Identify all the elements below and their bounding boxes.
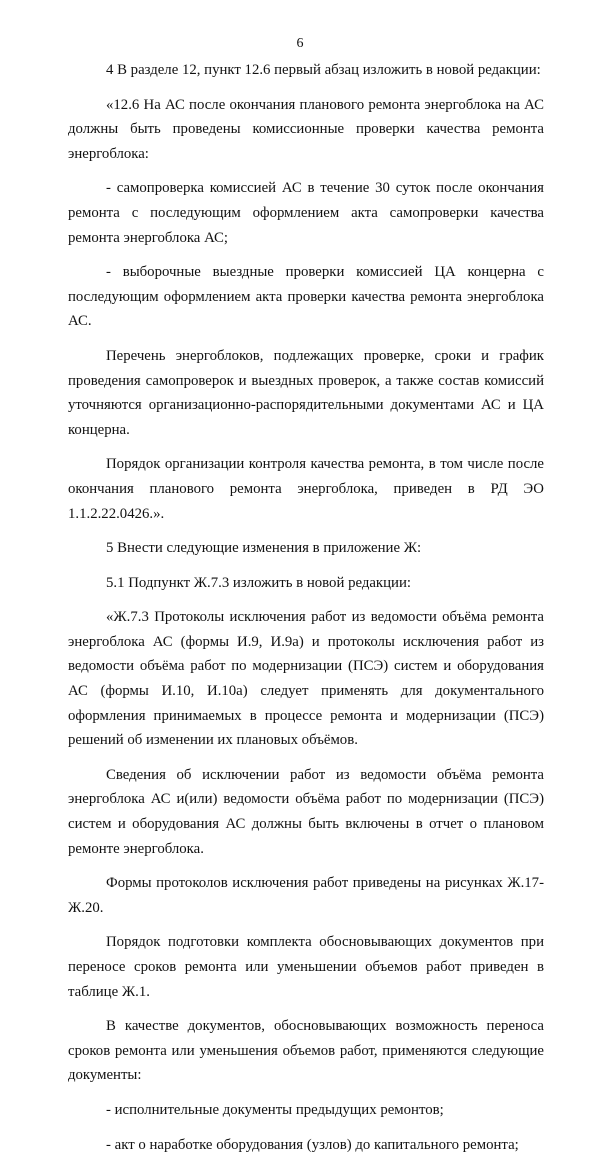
spacer [68, 1088, 544, 1098]
document-body [68, 58, 544, 1157]
list-item-operating-time-act: - акт о наработке оборудования (узлов) до капитального ремонта; [106, 1136, 519, 1153]
spacer [68, 334, 544, 344]
paragraph-item-5-1: 5.1 Подпункт Ж.7.3 изложить в новой редакции: [106, 574, 411, 591]
spacer [68, 83, 544, 93]
spacer [68, 861, 544, 871]
paragraph-12-6: «12.6 На АС после окончания планового ремонта энергоблока на АС должны быть проведены комиссионные проверки качества ремонта энергоблока: [68, 96, 544, 162]
page-number: 6 [296, 36, 304, 51]
spacer [68, 753, 544, 763]
paragraph-justifying-documents: В качестве документов, обосновывающих возможность переноса сроков ремонта или уменьшения объемов работ, применяются следующие документы: [68, 1018, 544, 1084]
spacer [68, 920, 544, 930]
list-item-executive-documents: - исполнительные документы предыдущих ремонтов; [106, 1101, 444, 1118]
spacer [68, 166, 544, 176]
spacer [68, 595, 544, 605]
paragraph-zh-7-3: «Ж.7.3 Протоколы исключения работ из ведомости объёма ремонта энергоблока АС (формы И.9, И.9а) и протоколы исключения работ из ведомости объёма работ по модернизации (ПСЭ) систем и оборудования АС (формы И.10, И.10а) следует применять для документального оформления принимаемых в процессе ремонта и модернизации (ПСЭ) решений об изменении их плановых объёмов. [68, 609, 544, 749]
paragraph-forms: Формы протоколов исключения работ приведены на рисунках Ж.17-Ж.20. [68, 875, 544, 916]
spacer [68, 250, 544, 260]
paragraph-item-4: 4 В разделе 12, пункт 12.6 первый абзац изложить в новой редакции: [106, 62, 541, 78]
paragraph-preparation-procedure: Порядок подготовки комплекта обосновывающих документов при переносе сроков ремонта или уменьшении объемов работ приведен в таблице Ж.1. [68, 934, 544, 1000]
spacer [68, 1004, 544, 1014]
spacer [68, 1123, 544, 1133]
paragraph-item-5: 5 Внести следующие изменения в приложение Ж: [106, 540, 422, 557]
paragraph-exclusion-info: Сведения об исключении работ из ведомости объёма ремонта энергоблока АС и(или) ведомости объёма работ по модернизации (ПСЭ) систем и оборудования АС должны быть включены в отчет о плановом ремонте энергоблока. [68, 766, 544, 857]
paragraph-control-procedure: Порядок организации контроля качества ремонта, в том числе после окончания планового ремонта энергоблока, приведен в РД ЭО 1.1.2.22.0426.». [68, 456, 544, 522]
spacer [68, 442, 544, 452]
list-item-field-check: - выборочные выездные проверки комиссией ЦА концерна с последующим оформлением акта проверки качества ремонта энергоблока АС. [68, 264, 544, 330]
spacer [68, 561, 544, 571]
list-item-self-check: - самопроверка комиссией АС в течение 30 суток после окончания ремонта с последующим оформлением акта самопроверки качества ремонта энергоблока АС; [68, 180, 544, 246]
spacer [68, 526, 544, 536]
paragraph-list-of-units: Перечень энергоблоков, подлежащих проверке, сроки и график проведения самопроверок и выездных проверок, а также состав комиссий уточняются организационно-распорядительными документами АС и ЦА концерна. [68, 347, 544, 438]
